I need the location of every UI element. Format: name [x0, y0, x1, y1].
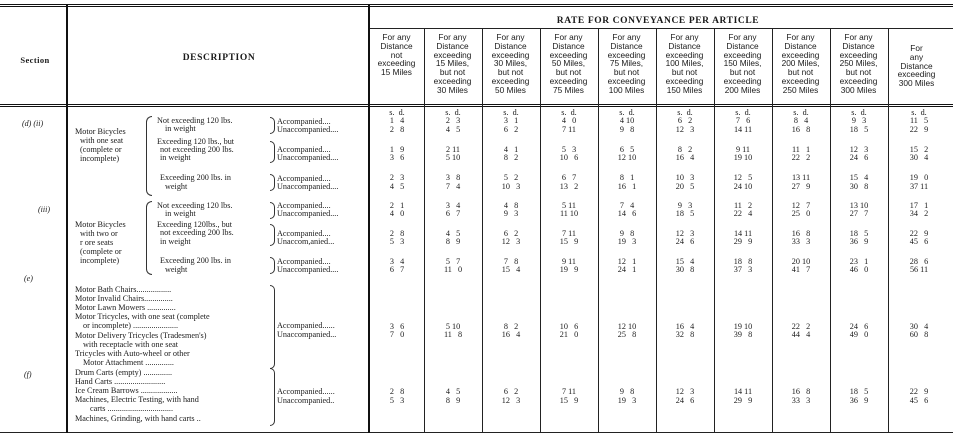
- column-header: For any Distance exceeding 150 Miles, but not exceeding 200 Miles: [723, 32, 762, 95]
- description-text: Exceeding 200 lbs. in: [160, 256, 231, 265]
- rate-value: 2 8: [389, 229, 405, 238]
- rate-value: 7 0: [389, 330, 405, 339]
- description-text: Tricycles with Auto-wheel or other: [75, 349, 190, 358]
- section-label: (e): [24, 274, 33, 283]
- rate-value: 24 6: [849, 153, 869, 162]
- accompanied-label: Accompanied....: [277, 229, 331, 238]
- rate-value: 8 2: [503, 153, 519, 162]
- rate-value: 24 10: [733, 182, 753, 191]
- description-text: Exceeding 120 lbs., but: [157, 137, 235, 146]
- description-text: with receptacle with one seat: [83, 340, 179, 349]
- rate-value: 19 10: [733, 322, 753, 331]
- rate-value: 4 5: [445, 387, 461, 396]
- rate-value: 12 3: [675, 387, 695, 396]
- rate-value: 24 6: [849, 322, 869, 331]
- rate-value: 2 11: [445, 145, 461, 154]
- accompanied-label: Accompanied....: [277, 257, 331, 266]
- rate-value: 15 9: [559, 237, 579, 246]
- unaccompanied-label: Unaccompanied....: [277, 153, 339, 162]
- rate-value: 44 4: [791, 330, 811, 339]
- description-text: incomplete): [80, 256, 120, 265]
- description-text: Exceeding 200 lbs. in: [160, 173, 231, 182]
- units-label: s. d.: [503, 108, 519, 117]
- rate-value: 7 11: [561, 125, 577, 134]
- rate-value: 2 1: [389, 201, 405, 210]
- section-label: (f): [24, 370, 32, 379]
- rate-value: 12 3: [501, 237, 521, 246]
- description-text: r ore seats: [80, 238, 114, 247]
- description-text: not exceeding 200 lbs.: [160, 228, 234, 237]
- rate-value: 22 2: [791, 153, 811, 162]
- rate-value: 3 8: [445, 173, 461, 182]
- rate-value: 9 8: [619, 387, 635, 396]
- description-text: Machines, Electric Testing, with hand: [75, 395, 199, 404]
- brace: [270, 368, 275, 426]
- description-text: weight: [165, 182, 188, 191]
- rate-value: 11 2: [733, 201, 753, 210]
- units-label: s. d.: [793, 108, 809, 117]
- rate-value: 17 1: [909, 201, 929, 210]
- rate-value: 37 11: [909, 182, 929, 191]
- col-divider-9: [888, 29, 889, 433]
- rate-value: 8 9: [445, 237, 461, 246]
- rate-value: 8 9: [445, 396, 461, 405]
- rate-value: 25 8: [617, 330, 637, 339]
- rate-value: 19 9: [559, 265, 579, 274]
- rate-value: 28 6: [909, 257, 929, 266]
- column-header: For any Distance exceeding 50 Miles, but not exceeding 75 Miles: [549, 32, 588, 95]
- units-label: s. d.: [389, 108, 405, 117]
- rate-value: 19 10: [733, 153, 753, 162]
- rate-value: 15 4: [675, 257, 695, 266]
- rate-value: 24 1: [617, 265, 637, 274]
- rate-value: 29 9: [733, 237, 753, 246]
- brace: [270, 141, 275, 163]
- rate-value: 2 3: [445, 116, 461, 125]
- rate-value: 18 8: [733, 257, 753, 266]
- brace: [270, 224, 275, 246]
- unaccompanied-label: Unaccompanied..: [277, 396, 335, 405]
- rate-value: 9 8: [619, 125, 635, 134]
- rate-value: 4 1: [503, 145, 519, 154]
- rate-value: 6 2: [677, 116, 693, 125]
- rate-value: 24 6: [675, 396, 695, 405]
- rate-value: 9 8: [619, 229, 635, 238]
- rate-value: 12 3: [501, 396, 521, 405]
- brace: [270, 285, 275, 369]
- description-text: Machines, Grinding, with hand carts ..: [75, 414, 201, 423]
- rate-value: 11 0: [443, 265, 463, 274]
- accompanied-label: Accompanied....: [277, 201, 331, 210]
- rate-title-rule: [368, 28, 953, 29]
- rate-value: 8 4: [793, 116, 809, 125]
- rate-value: 5 3: [561, 145, 577, 154]
- brace: [146, 201, 152, 275]
- description-text: carts ................................: [90, 404, 174, 413]
- rate-value: 30 8: [849, 182, 869, 191]
- rate-value: 9 11: [561, 257, 577, 266]
- rate-value: 7 6: [735, 116, 751, 125]
- description-text: in weight: [165, 209, 196, 218]
- section-header: Section: [20, 55, 50, 65]
- column-header: For any Distance exceeding 300 Miles: [897, 43, 936, 89]
- brace: [270, 257, 275, 274]
- rate-value: 19 3: [617, 396, 637, 405]
- rate-value: 13 2: [559, 182, 579, 191]
- rate-value: 22 9: [909, 229, 929, 238]
- rate-value: 6 7: [389, 265, 405, 274]
- rate-value: 32 8: [675, 330, 695, 339]
- description-text: (complete or: [80, 247, 122, 256]
- rate-value: 8 2: [503, 322, 519, 331]
- rate-value: 3 6: [389, 322, 405, 331]
- rate-value: 10 6: [559, 153, 579, 162]
- rate-value: 14 6: [617, 209, 637, 218]
- description-header: DESCRIPTION: [182, 53, 256, 63]
- accompanied-label: Accompanied....: [277, 145, 331, 154]
- rate-value: 5 7: [445, 257, 461, 266]
- description-text: Motor Bicycles: [75, 127, 126, 136]
- rate-value: 12 1: [617, 257, 637, 266]
- rate-value: 56 11: [909, 265, 929, 274]
- rate-value: 3 1: [503, 116, 519, 125]
- rate-value: 41 7: [791, 265, 811, 274]
- description-text: or incomplete) ......................: [83, 321, 179, 330]
- accompanied-label: Accompanied......: [277, 387, 335, 396]
- units-label: s. d.: [445, 108, 461, 117]
- rate-value: 7 11: [561, 229, 577, 238]
- description-text: Drum Carts (empty) ..............: [75, 368, 173, 377]
- rate-value: 14 11: [733, 125, 753, 134]
- accompanied-label: Accompanied....: [277, 117, 331, 126]
- description-text: not exceeding 200 lbs.: [160, 145, 234, 154]
- rate-value: 2 8: [389, 125, 405, 134]
- column-header: For any Distance not exceeding 15 Miles: [377, 32, 416, 78]
- rate-value: 21 0: [559, 330, 579, 339]
- units-label: s. d.: [911, 108, 927, 117]
- brace: [270, 117, 275, 134]
- rate-value: 36 9: [849, 396, 869, 405]
- description-text: Ice Cream Barrows ..................: [75, 386, 178, 395]
- rate-value: 19 0: [909, 173, 929, 182]
- unaccompanied-label: Unaccompanied...: [277, 330, 337, 339]
- units-label: s. d.: [851, 108, 867, 117]
- rate-value: 30 4: [909, 322, 929, 331]
- rate-value: 39 8: [733, 330, 753, 339]
- description-text: Motor Attachment ..............: [83, 358, 174, 367]
- rate-value: 4 5: [445, 125, 461, 134]
- rate-value: 22 4: [733, 209, 753, 218]
- unaccompanied-label: Unaccompanied....: [277, 125, 339, 134]
- rate-value: 4 8: [503, 201, 519, 210]
- description-text: Motor Bath Chairs.................: [75, 285, 172, 294]
- accompanied-label: Accompanied......: [277, 321, 335, 330]
- description-text: weight: [165, 265, 188, 274]
- rate-value: 8 2: [677, 145, 693, 154]
- rate-value: 6 2: [503, 387, 519, 396]
- description-text: Motor Bicycles: [75, 220, 126, 229]
- brace: [146, 116, 152, 196]
- rate-value: 33 3: [791, 237, 811, 246]
- rate-value: 4 0: [389, 209, 405, 218]
- rate-value: 46 0: [849, 265, 869, 274]
- rate-title: RATE FOR CONVEYANCE PER ARTICLE: [556, 16, 760, 26]
- header-bottom-rule: [0, 104, 953, 107]
- rate-value: 9 3: [677, 201, 693, 210]
- rate-value: 22 9: [909, 387, 929, 396]
- rate-value: 19 3: [617, 237, 637, 246]
- rate-value: 37 3: [733, 265, 753, 274]
- description-text: Motor Delivery Tricycles (Tradesmen's): [75, 331, 207, 340]
- rate-value: 49 0: [849, 330, 869, 339]
- description-text: in weight: [160, 153, 191, 162]
- description-text: in weight: [165, 124, 196, 133]
- rate-value: 16 4: [501, 330, 521, 339]
- rate-value: 3 4: [445, 201, 461, 210]
- description-text: Motor Lawn Mowers ..............: [75, 303, 176, 312]
- rate-value: 7 11: [561, 387, 577, 396]
- rate-value: 16 8: [791, 125, 811, 134]
- rate-value: 18 5: [849, 229, 869, 238]
- rate-value: 6 5: [619, 145, 635, 154]
- rate-value: 16 8: [791, 229, 811, 238]
- rate-value: 34 2: [909, 209, 929, 218]
- description-text: incomplete): [80, 154, 120, 163]
- rate-value: 12 7: [791, 201, 811, 210]
- rate-value: 20 10: [791, 257, 811, 266]
- rate-value: 9 3: [503, 209, 519, 218]
- column-header: For any Distance exceeding 200 Miles, but not exceeding 250 Miles: [781, 32, 820, 95]
- description-text: Motor Tricycles, with one seat (complete: [75, 312, 210, 321]
- rate-value: 29 9: [733, 396, 753, 405]
- rate-value: 12 3: [675, 229, 695, 238]
- rate-value: 11 10: [559, 209, 579, 218]
- rate-value: 10 3: [675, 173, 695, 182]
- rate-value: 7 4: [619, 201, 635, 210]
- rate-value: 14 11: [733, 229, 753, 238]
- rate-value: 6 2: [503, 229, 519, 238]
- rate-value: 7 4: [445, 182, 461, 191]
- rate-value: 12 10: [617, 322, 637, 331]
- rate-value: 5 10: [445, 153, 461, 162]
- rate-value: 45 6: [909, 396, 929, 405]
- description-text: Motor Invalid Chairs..............: [75, 294, 173, 303]
- brace: [270, 174, 275, 191]
- rate-value: 15 4: [501, 265, 521, 274]
- rate-value: 22 2: [791, 322, 811, 331]
- description-text: (complete or: [80, 145, 122, 154]
- rate-value: 36 9: [849, 237, 869, 246]
- rate-value: 20 5: [675, 182, 695, 191]
- rate-value: 4 10: [619, 116, 635, 125]
- rate-value: 12 10: [617, 153, 637, 162]
- rate-value: 3 6: [389, 153, 405, 162]
- rate-value: 3 4: [389, 257, 405, 266]
- rate-value: 18 5: [849, 387, 869, 396]
- brace: [270, 202, 275, 219]
- description-text: with one seat: [80, 136, 124, 145]
- description-text: Exceeding 120lbs., but: [157, 220, 233, 229]
- rate-value: 5 3: [389, 237, 405, 246]
- rate-value: 16 4: [675, 322, 695, 331]
- bottom-rule: [0, 432, 953, 433]
- rate-value: 12 3: [675, 125, 695, 134]
- rate-value: 12 5: [733, 173, 753, 182]
- rate-value: 22 9: [909, 125, 929, 134]
- units-label: s. d.: [561, 108, 577, 117]
- unaccompanied-label: Unaccompanied....: [277, 265, 339, 274]
- description-text: Not exceeding 120 lbs.: [157, 201, 233, 210]
- unaccompanied-label: Unaccompanied....: [277, 182, 339, 191]
- rate-value: 12 3: [849, 145, 869, 154]
- rate-value: 11 5: [909, 116, 929, 125]
- rate-value: 45 6: [909, 237, 929, 246]
- rate-value: 1 9: [389, 145, 405, 154]
- column-header: For any Distance exceeding 100 Miles, but not exceeding 150 Miles: [665, 32, 704, 95]
- rate-value: 5 10: [445, 322, 461, 331]
- rate-value: 18 5: [849, 125, 869, 134]
- section-divider: [66, 4, 68, 433]
- rate-value: 10 3: [501, 182, 521, 191]
- rate-value: 5 11: [561, 201, 577, 210]
- rate-value: 6 7: [561, 173, 577, 182]
- rate-value: 15 4: [849, 173, 869, 182]
- rate-value: 24 6: [675, 237, 695, 246]
- rate-value: 6 7: [445, 209, 461, 218]
- rate-value: 4 5: [389, 182, 405, 191]
- rate-value: 30 8: [675, 265, 695, 274]
- rate-value: 2 3: [389, 173, 405, 182]
- column-header: For any Distance exceeding 75 Miles, but not exceeding 100 Miles: [607, 32, 646, 95]
- top-rule: [0, 4, 953, 7]
- rate-value: 11 1: [791, 145, 811, 154]
- column-header: For any Distance exceeding 15 Miles, but not exceeding 30 Miles: [433, 32, 472, 95]
- rate-value: 27 7: [849, 209, 869, 218]
- rate-value: 9 3: [851, 116, 867, 125]
- column-header: For any Distance exceeding 250 Miles, but not exceeding 300 Miles: [839, 32, 878, 95]
- rate-value: 5 2: [503, 173, 519, 182]
- accompanied-label: Accompanied....: [277, 174, 331, 183]
- rate-value: 1 4: [389, 116, 405, 125]
- section-label: (iii): [38, 205, 50, 214]
- rate-value: 10 6: [559, 322, 579, 331]
- rate-value: 11 8: [443, 330, 463, 339]
- rate-value: 16 1: [617, 182, 637, 191]
- rate-value: 15 2: [909, 145, 929, 154]
- rate-value: 16 4: [675, 153, 695, 162]
- rate-value: 25 0: [791, 209, 811, 218]
- rate-value: 15 9: [559, 396, 579, 405]
- rate-value: 4 0: [561, 116, 577, 125]
- rate-value: 6 2: [503, 125, 519, 134]
- rate-value: 27 9: [791, 182, 811, 191]
- rate-value: 7 8: [503, 257, 519, 266]
- rate-value: 60 8: [909, 330, 929, 339]
- rate-value: 33 3: [791, 396, 811, 405]
- rate-value: 18 5: [675, 209, 695, 218]
- description-text: in weight: [160, 237, 191, 246]
- description-text: with two or: [80, 229, 118, 238]
- unaccompanied-label: Unaccom,anied...: [277, 237, 335, 246]
- rate-value: 5 3: [389, 396, 405, 405]
- rate-value: 23 1: [849, 257, 869, 266]
- unaccompanied-label: Unaccompanied....: [277, 209, 339, 218]
- rate-value: 14 11: [733, 387, 753, 396]
- description-text: Not exceeding 120 lbs.: [157, 116, 233, 125]
- rate-value: 9 11: [735, 145, 751, 154]
- rate-value: 13 11: [791, 173, 811, 182]
- rate-value: 30 4: [909, 153, 929, 162]
- units-label: s. d.: [619, 108, 635, 117]
- rate-value: 13 10: [849, 201, 869, 210]
- units-label: s. d.: [735, 108, 751, 117]
- description-text: Hand Carts .........................: [75, 377, 166, 386]
- rate-value: 4 5: [445, 229, 461, 238]
- rate-value: 16 8: [791, 387, 811, 396]
- column-header: For any Distance exceeding 30 Miles, but not exceeding 50 Miles: [491, 32, 530, 95]
- rate-value: 8 1: [619, 173, 635, 182]
- section-label: (d) (ii): [22, 119, 44, 128]
- units-label: s. d.: [677, 108, 693, 117]
- rate-value: 2 8: [389, 387, 405, 396]
